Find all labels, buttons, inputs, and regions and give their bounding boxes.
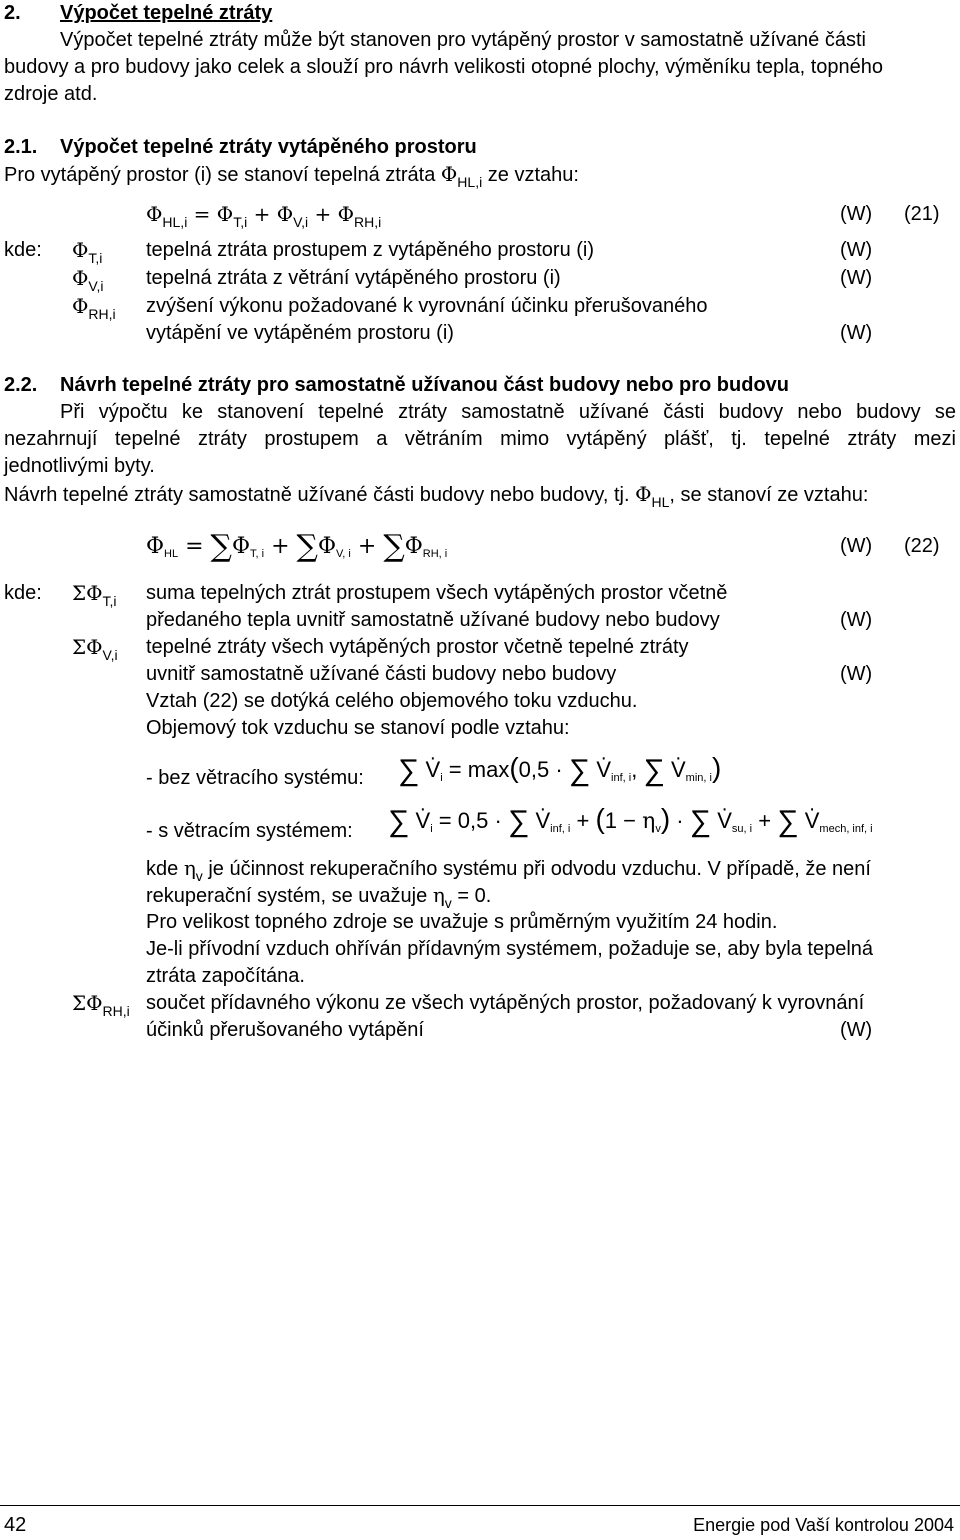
footer-title: Energie pod Vaší kontrolou 2004 — [693, 1515, 954, 1535]
def-text: vytápění ve vytápěném prostoru (i) — [146, 322, 454, 344]
jeli-text: ztráta započítána. — [146, 965, 305, 987]
equation-21: $\Phi_{HL,i} = \Phi_{T,i} + \Phi_{V,i} + \Phi_{RH,i}$ — [146, 202, 382, 230]
vztah-text: Vztah (22) se dotýká celého objemového toku vzduchu. — [146, 690, 638, 712]
equation-22-unit: (W) — [840, 535, 873, 557]
def-text: tepelné ztráty všech vytápěných prostor včetně tepelné ztráty — [146, 636, 689, 658]
formula-1-label: - bez větracího systému: — [146, 767, 364, 789]
section-2-2-para2: Návrh tepelné ztráty samostatně užívané části budovy nebo budovy, tj. $\Phi_{HL}$, se stanoví ze vztahu: — [4, 482, 869, 510]
rekuperace-line: rekuperační systém, se uvažuje $\eta_v = 0$. — [146, 883, 492, 911]
def-text: součet přídavného výkonu ze všech vytápěných prostor, požadovaný k vyrovnání — [146, 992, 865, 1014]
kde-label: kde: — [4, 582, 42, 604]
equation-21-number: (21) — [904, 203, 940, 225]
section-2-1-number: 2.1. — [4, 136, 38, 158]
section-2-2-para-line: jednotlivými byty. — [4, 455, 155, 477]
def-symbol: $\Sigma\Phi_{T,i}$ — [72, 581, 117, 609]
def-symbol: $\Sigma\Phi_{RH,i}$ — [72, 991, 130, 1019]
page-number: 42 — [4, 1514, 27, 1536]
footer-rule — [0, 1505, 960, 1506]
def-symbol: $\Sigma\Phi_{V,i}$ — [72, 635, 118, 663]
def-unit: (W) — [840, 239, 873, 261]
def-symbol: $\Phi_{V,i}$ — [72, 266, 104, 294]
def-symbol: $\Phi_{RH,i}$ — [72, 294, 116, 322]
section-2-para-line: zdroje atd. — [4, 83, 98, 105]
section-2-2-para-line: nezahrnují tepelné ztráty prostupem a větráním mimo vytápěný plášť, tj. tepelné ztráty mezi — [4, 428, 956, 450]
section-2-number: 2. — [4, 2, 21, 24]
def-symbol: $\Phi_{T,i}$ — [72, 238, 103, 266]
phi-symbol: Φ — [440, 162, 458, 186]
jeli-text: Je-li přívodní vzduch ohříván přídavným systémem, požaduje se, aby byla tepelná — [146, 938, 874, 960]
objem-text: Objemový tok vzduchu se stanoví podle vztahu: — [146, 717, 570, 739]
section-2-title: Výpočet tepelné ztráty — [60, 2, 273, 24]
def-unit: (W) — [840, 322, 873, 344]
formula-1: ∑ · Vi = max(0,5 · ∑ · Vinf, i, ∑ · Vmin, i) — [398, 755, 721, 787]
section-2-2-title: Návrh tepelné ztráty pro samostatně užívanou část budovy nebo pro budovu — [60, 374, 790, 396]
kde-label: kde: — [4, 239, 42, 261]
equation-22: ΦHL = ∑ΦT, i + ∑ΦV, i + ∑ΦRH, i — [146, 529, 448, 564]
def-unit: (W) — [840, 1019, 873, 1041]
section-2-para-line: Výpočet tepelné ztráty může být stanoven pro vytápěný prostor v samostatně užívané části — [60, 29, 866, 51]
section-2-2-para-line: Při výpočtu ke stanovení tepelné ztráty samostatně užívané části budovy nebo budovy se — [60, 401, 956, 423]
section-2-1-intro: Pro vytápěný prostor (i) se stanoví tepelná ztráta $\Phi_{HL,i}$ ze vztahu: — [4, 162, 579, 190]
equation-21-unit: (W) — [840, 203, 873, 225]
formula-2-label: - s větracím systémem: — [146, 820, 353, 842]
kde-eta-line: kde $\eta_v$ je účinnost rekuperačního systému při odvodu vzduchu. V případě, že není — [146, 856, 871, 884]
formula-2: ∑ · Vi = 0,5 · ∑ · Vinf, i + (1 − ηv) · ∑ · Vsu, i + ∑ · Vmech, inf, i — [388, 806, 873, 838]
def-text: suma tepelných ztrát prostupem všech vytápěných prostor včetně — [146, 582, 728, 604]
def-text: předaného tepla uvnitř samostatně užívané budovy nebo budovy — [146, 609, 720, 631]
def-text: uvnitř samostatně užívané části budovy nebo budovy — [146, 663, 617, 685]
section-2-2-number: 2.2. — [4, 374, 38, 396]
section-2-para-line: budovy a pro budovy jako celek a slouží pro návrh velikosti otopné plochy, výměníku tepla, topného — [4, 56, 884, 78]
def-text: tepelná ztráta z větrání vytápěného prostoru (i) — [146, 267, 561, 289]
section-2-1-title: Výpočet tepelné ztráty vytápěného prostoru — [60, 136, 477, 158]
def-unit: (W) — [840, 267, 873, 289]
def-unit: (W) — [840, 663, 873, 685]
def-text: zvýšení výkonu požadované k vyrovnání účinku přerušovaného — [146, 295, 708, 317]
topny-zdroj-text: Pro velikost topného zdroje se uvažuje s průměrným využitím 24 hodin. — [146, 911, 778, 933]
equation-22-number: (22) — [904, 535, 940, 557]
def-unit: (W) — [840, 609, 873, 631]
def-text: účinků přerušovaného vytápění — [146, 1019, 424, 1041]
def-text: tepelná ztráta prostupem z vytápěného prostoru (i) — [146, 239, 595, 261]
